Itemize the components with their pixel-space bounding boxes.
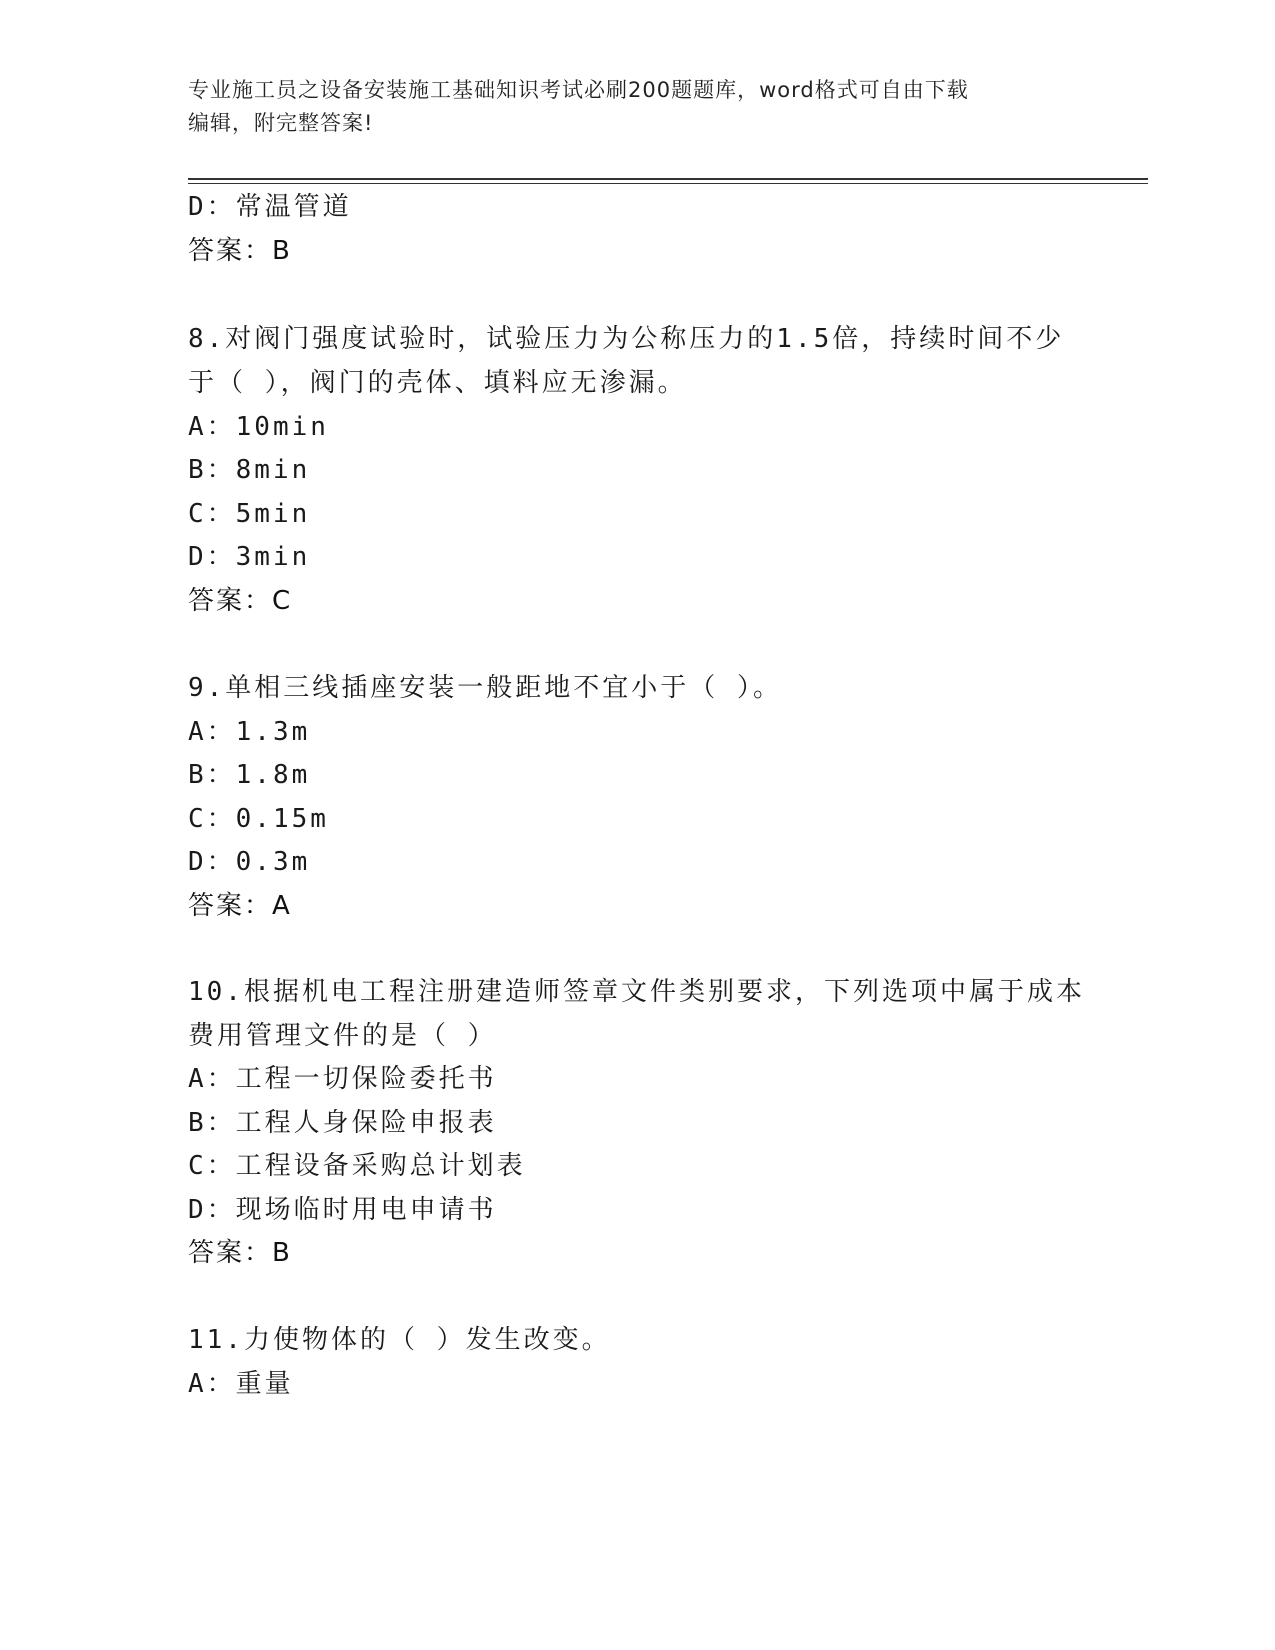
- q10-stem-line-1: 10.根据机电工程注册建造师签章文件类别要求，下列选项中属于成本: [188, 977, 1085, 1007]
- header-divider: [188, 178, 1148, 184]
- q10-answer: 答案：B: [188, 1238, 292, 1268]
- q8-stem-line-2: 于（ ），阀门的壳体、填料应无渗漏。: [188, 368, 687, 398]
- header-title-line-1: 专业施工员之设备安装施工基础知识考试必刷200题题库，word格式可自由下载: [188, 78, 969, 102]
- q11-option-a: A：重量: [188, 1369, 294, 1399]
- prev-question-answer: 答案：B: [188, 236, 292, 266]
- q10-option-c: C：工程设备采购总计划表: [188, 1151, 526, 1181]
- q10-option-a: A：工程一切保险委托书: [188, 1064, 497, 1094]
- q10-stem-line-2: 费用管理文件的是（ ）: [188, 1021, 497, 1051]
- document-header: [188, 74, 1068, 140]
- q9-answer: 答案：A: [188, 891, 292, 921]
- q8-answer: 答案：C: [188, 586, 293, 616]
- prev-question-option-d: D：常温管道: [188, 192, 352, 222]
- q9-option-b: B：1.8m: [188, 760, 311, 790]
- q8-stem-line-1: 8.对阀门强度试验时，试验压力为公称压力的1.5倍，持续时间不少: [188, 324, 1065, 354]
- q10-option-d: D：现场临时用电申请书: [188, 1195, 497, 1225]
- q9-stem-line-1: 9.单相三线插座安装一般距地不宜小于（ ）。: [188, 673, 782, 703]
- q10-option-b: B：工程人身保险申报表: [188, 1108, 497, 1138]
- q8-option-c: C：5min: [188, 499, 311, 529]
- q8-option-a: A：10min: [188, 412, 329, 442]
- q8-option-b: B：8min: [188, 455, 311, 485]
- q8-option-d: D：3min: [188, 542, 311, 572]
- q9-option-d: D：0.3m: [188, 847, 311, 877]
- header-title-line-2: 编辑，附完整答案!: [188, 111, 374, 135]
- q9-option-a: A：1.3m: [188, 717, 311, 747]
- q9-option-c: C：0.15m: [188, 804, 329, 834]
- q11-stem-line-1: 11.力使物体的（ ）发生改变。: [188, 1325, 611, 1355]
